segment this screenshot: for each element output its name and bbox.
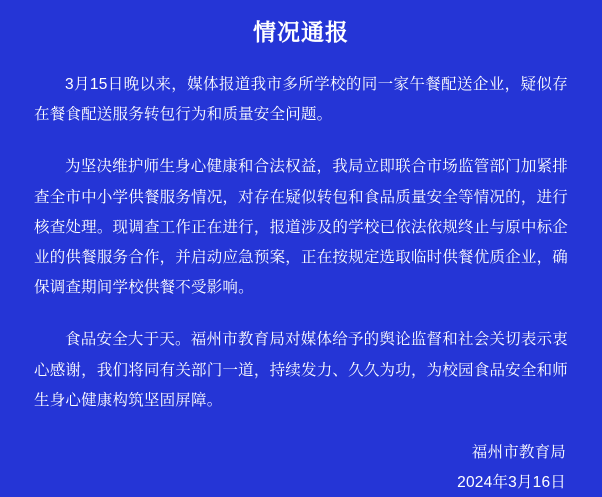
page-title: 情况通报: [253, 19, 349, 45]
paragraph-3: 食品安全大于天。福州市教育局对媒体给予的舆论监督和社会关切表示衷心感谢，我们将同有关部门一道，持续发力、久久为功，为校园食品安全和师生身心健康构筑坚固屏障。: [34, 331, 568, 409]
notice-body: [34, 70, 568, 438]
paragraph-2: 为坚决维护师生身心健康和合法权益，我局立即联合市场监管部门加紧排查全市中小学供餐服务情况，对存在疑似转包和食品质量安全等情况的，进行核查处理。现调查工作正在进行，报道涉及的学校已依法依规终止与原中标企业的供餐服务合作，并启动应急预案，正在按规定选取临时供餐优质企业，确保调查期间学校供餐不受影响。: [34, 158, 568, 297]
signature-issuer: 福州市教育局: [471, 444, 566, 462]
signature-block: [34, 438, 568, 497]
paragraph-1: 3月15日晚以来，媒体报道我市多所学校的同一家午餐配送企业，疑似存在餐食配送服务转包行为和质量安全问题。: [34, 75, 568, 124]
signature-date: 2024年3月16日: [457, 473, 566, 491]
